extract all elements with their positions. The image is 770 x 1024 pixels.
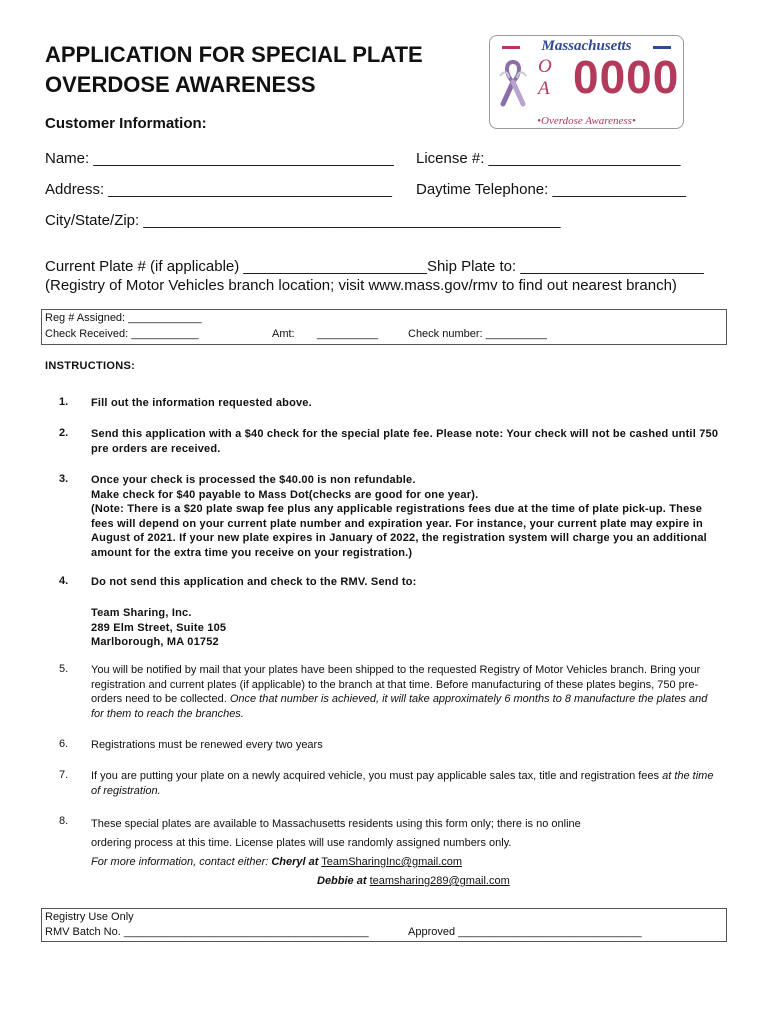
email-link-debbie[interactable]: teamsharing289@gmail.com [369,875,510,887]
check-received-field: Check Received: ___________ [45,328,199,340]
item-number: 4. [59,575,69,587]
item-number: 8. [59,815,69,827]
plate-number: 0000 [573,51,680,103]
instruction-5: You will be notified by mail that your plates have been shipped to the requested Registry of Motor Vehicles branch. Bring your registration and current plates (if applicable) to the branch at that time. Before manufacturing of these plates begins, 750 pre-orders need to be collected. Once that number is achieved, it will take approximately 6 months to 8 manufacture the plates and for them to reach the branches. [91,664,708,720]
email-link-cheryl[interactable]: TeamSharingInc@gmail.com [321,856,463,868]
current-plate-field[interactable]: Current Plate # (if applicable) ______________________Ship Plate to: ______________________ [45,258,704,275]
plate-state: Massachusetts [541,38,632,54]
item-number: 2. [59,427,69,439]
instruction-1: Fill out the information requested above. [91,397,312,409]
telephone-field[interactable]: Daytime Telephone: ________________ [416,181,686,198]
plate-letters: O A [538,56,552,99]
item-number: 3. [59,473,69,485]
rmv-batch-field: RMV Batch No. ________________________________________ [45,926,369,938]
license-plate-image [489,35,684,129]
item-number: 6. [59,738,69,750]
item-number: 5. [59,663,69,675]
amt-field: __________ [317,328,379,340]
license-field[interactable]: License #: _______________________ [416,150,681,167]
item-number: 1. [59,396,69,408]
check-number-field: Check number: __________ [408,328,547,340]
instruction-4: Do not send this application and check to the RMV. Send to: [91,576,417,588]
customer-info-heading: Customer Information: [45,115,207,132]
awareness-ribbon-icon [496,58,530,108]
office-use-box [41,309,727,345]
plate-caption: •Overdose Awareness• [537,115,636,127]
registry-note: (Registry of Motor Vehicles branch location; visit www.mass.gov/rmv to find out nearest branch) [45,277,677,294]
address-field[interactable]: Address: __________________________________ [45,181,392,198]
amt-label: Amt: [272,328,295,340]
approved-field: Approved ______________________________ [408,926,642,938]
instruction-6: Registrations must be renewed every two years [91,739,323,751]
item-number: 7. [59,769,69,781]
mailing-address: Team Sharing, Inc. 289 Elm Street, Suite 105 Marlborough, MA 01752 [91,607,227,648]
registry-use-label: Registry Use Only [45,911,134,923]
instructions-heading: INSTRUCTIONS: [45,360,136,372]
name-field[interactable]: Name: ____________________________________ [45,150,394,167]
instruction-2: Send this application with a $40 check for the special plate fee. Please note: Your check will not be cashed until 750 pre orders are received. [91,428,719,455]
instruction-7: If you are putting your plate on a newly acquired vehicle, you must pay applicable sales tax, title and registration fees at the time of registration. [91,770,714,797]
instruction-8: These special plates are available to Massachusetts residents using this form only; there is no online ordering process at this time. License plates will use randomly assigned numbers only. For more information, contact either: Cheryl at TeamSharingInc@gmail.com Debbie at teamsharing289@gmail.com [91,818,581,887]
registry-use-box [41,908,727,942]
reg-assigned-field: Reg # Assigned: ____________ [45,312,202,324]
page-title: APPLICATION FOR SPECIAL PLATE OVERDOSE AWARENESS [45,42,423,97]
instruction-3: Once your check is processed the $40.00 is non refundable. Make check for $40 payable to Mass Dot(checks are good for one year). (Note: There is a $20 plate swap fee plus any applicable registrations fees due at the time of plate pick-up. These fees will depend on your current plate number and expiration year. For instance, your current plate may expire in August of 2021. If your new plate expires in January of 2022, the registration system will charge you an additional amount for the extra time you receive on your registration.) [91,474,707,559]
city-state-zip-field[interactable]: City/State/Zip: __________________________________________________ [45,212,561,229]
